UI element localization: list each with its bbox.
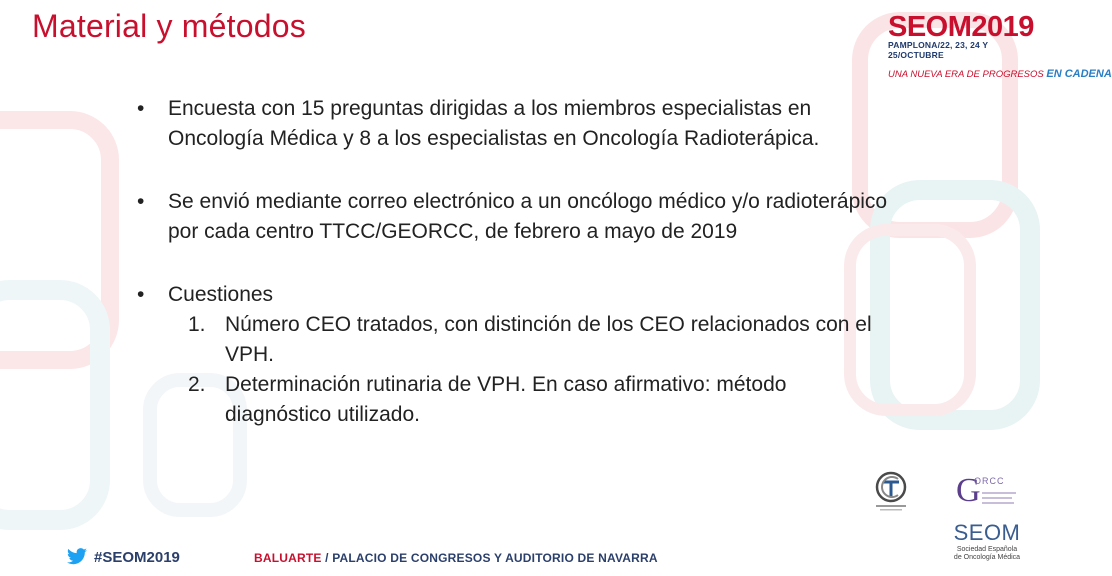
slide-title: Material y métodos [32, 8, 306, 44]
seom2019-logo [888, 11, 1112, 80]
hashtag-text: #SEOM2019 [94, 548, 180, 566]
item-text: Número CEO tratados, con distinción de los CEO relacionados con el VPH. [225, 313, 872, 366]
slide-content [137, 94, 897, 430]
item-number: 2. [188, 373, 206, 396]
seom-name: SEOM [953, 520, 1021, 545]
item-number: 1. [188, 313, 206, 336]
georcc-logo [956, 472, 1022, 512]
footer-venue: BALUARTE / PALACIO DE CONGRESOS Y AUDITORIO DE NAVARRA [254, 551, 658, 565]
bullet-item [137, 280, 897, 310]
bullet-text: Encuesta con 15 preguntas dirigidas a los miembros especialistas en Oncología Médica y 8 a los especialistas en Oncología Radioterápica. [168, 97, 820, 150]
bullet-text: Cuestiones [168, 283, 274, 306]
footer-hashtag [66, 548, 180, 566]
georcc-g-mark: G [956, 472, 981, 509]
ttcc-logo [868, 470, 914, 514]
seom-subtitle-1: Sociedad Española [956, 546, 1018, 553]
bullet-item [137, 187, 897, 247]
twitter-bird-icon [66, 548, 88, 566]
seom-society-logo [950, 520, 1024, 562]
congress-dates: PAMPLONA/22, 23, 24 Y 25/OCTUBRE [888, 40, 989, 60]
item-text: Determinación rutinaria de VPH. En caso afirmativo: método diagnóstico utilizado. [225, 373, 787, 426]
bullet-glyph: • [137, 190, 145, 213]
bullet-glyph: • [137, 283, 145, 306]
numbered-item [137, 310, 897, 370]
bullet-glyph: • [137, 97, 145, 120]
numbered-item [137, 370, 897, 430]
bullet-text: Se envió mediante correo electrónico a un oncólogo médico y/o radioterápico por cada centro TTCC/GEORCC, de febrero a mayo de 2019 [168, 190, 888, 243]
seom2019-brand: SEOM2019 [888, 11, 1034, 43]
georcc-letters: ORCC [974, 476, 1005, 486]
congress-slogan: UNA NUEVA ERA DE PROGRESOS EN CADENA [888, 68, 1112, 80]
bullet-item [137, 94, 897, 154]
seom-subtitle-2: de Oncología Médica [953, 554, 1021, 561]
